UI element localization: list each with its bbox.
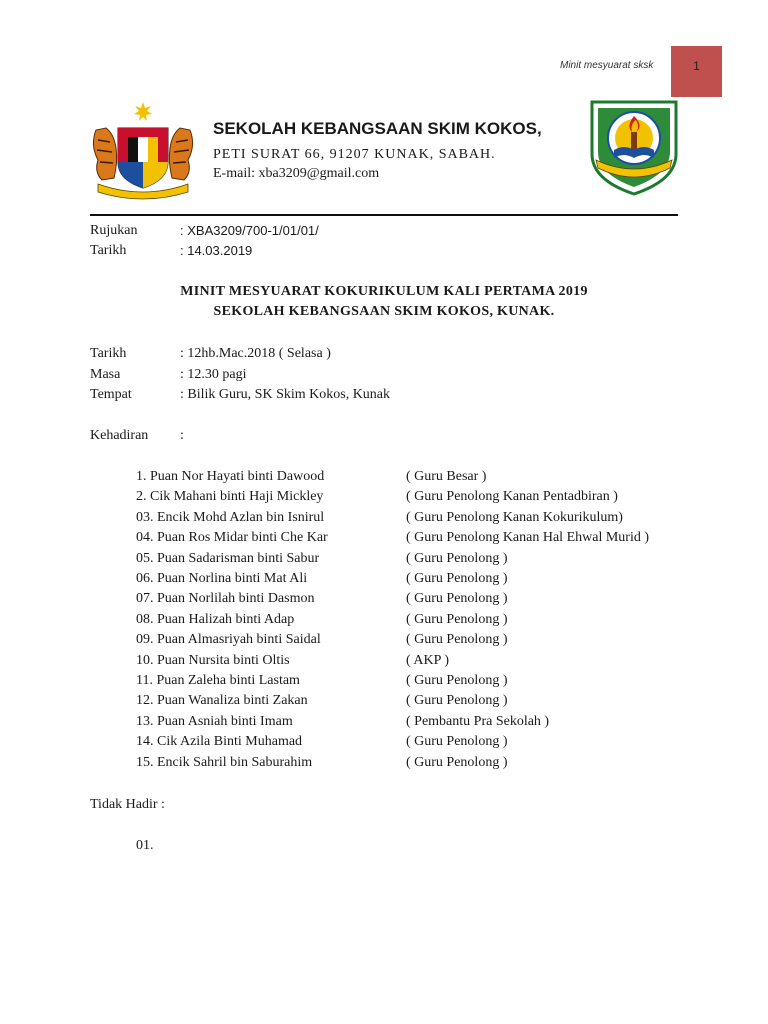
tarikh-surat-value: : 14.03.2019 (180, 243, 253, 258)
meeting-place-value: : Bilik Guru, SK Skim Kokos, Kunak (180, 387, 391, 402)
attendee-name: 08. Puan Halizah binti Adap (136, 611, 295, 627)
meeting-date-value: : 12hb.Mac.2018 ( Selasa ) (180, 346, 331, 361)
absentee-name: 01. (136, 838, 154, 853)
attendee-role: ( Guru Penolong Kanan Kokurikulum) (406, 509, 623, 525)
attendee-name: 2. Cik Mahani binti Haji Mickley (136, 489, 324, 505)
attendee-role: ( Guru Penolong ) (406, 693, 508, 709)
attendee-role: ( Guru Penolong ) (406, 611, 508, 627)
attendee-role: ( Guru Penolong ) (406, 754, 508, 770)
attendee-name: 04. Puan Ros Midar binti Che Kar (136, 530, 328, 546)
meeting-date-label: Tarikh (90, 346, 127, 361)
school-address: PETI SURAT 66, 91207 KUNAK, SABAH. (213, 147, 496, 162)
document-title-line2: SEKOLAH KEBANGSAAN SKIM KOKOS, KUNAK. (213, 304, 555, 319)
attendee-role: ( Guru Penolong ) (406, 550, 508, 566)
tarikh-surat-label: Tarikh (90, 243, 127, 258)
attendee-name: 12. Puan Wanaliza binti Zakan (136, 693, 308, 709)
kehadiran-colon: : (180, 428, 184, 443)
running-title: Minit mesyuarat sksk (560, 60, 654, 71)
attendee-name: 07. Puan Norlilah binti Dasmon (136, 591, 315, 607)
kehadiran-label: Kehadiran (90, 428, 149, 443)
meeting-place-label: Tempat (90, 387, 132, 402)
attendee-name: 05. Puan Sadarisman binti Sabur (136, 550, 320, 566)
attendee-role: ( Guru Penolong ) (406, 673, 508, 688)
attendee-name: 15. Encik Sahril bin Saburahim (136, 754, 313, 770)
attendee-name: 14. Cik Azila Binti Muhamad (136, 734, 303, 750)
attendee-name: 10. Puan Nursita binti Oltis (136, 652, 290, 668)
rujukan-value: : XBA3209/700-1/01/01/ (180, 223, 319, 238)
document-title-line1: MINIT MESYUARAT KOKURIKULUM KALI PERTAMA 2019 (180, 284, 588, 299)
attendee-name: 09. Puan Almasriyah binti Saidal (136, 632, 321, 648)
attendee-role: ( Guru Penolong Kanan Pentadbiran ) (406, 489, 618, 505)
attendee-role: ( Guru Penolong ) (406, 571, 508, 586)
attendee-role: ( Pembantu Pra Sekolah ) (406, 713, 550, 729)
attendee-role: ( Guru Penolong ) (406, 734, 508, 750)
meeting-time-label: Masa (90, 367, 121, 382)
rujukan-label: Rujukan (90, 223, 138, 238)
school-email: E-mail: xba3209@gmail.com (213, 166, 380, 181)
attendee-name: 03. Encik Mohd Azlan bin Isnirul (136, 509, 325, 525)
attendee-role: ( Guru Penolong Kanan Hal Ehwal Murid ) (406, 530, 650, 546)
attendee-name: 11. Puan Zaleha binti Lastam (136, 673, 300, 688)
school-logo-icon (586, 98, 682, 196)
attendee-role: ( AKP ) (406, 652, 450, 668)
attendee-name: 1. Puan Nor Hayati binti Dawood (136, 469, 325, 484)
attendee-name: 13. Puan Asniah binti Imam (136, 713, 293, 729)
letterhead-divider (90, 214, 678, 216)
school-name: SEKOLAH KEBANGSAAN SKIM KOKOS, (213, 119, 542, 138)
attendee-role: ( Guru Penolong ) (406, 632, 508, 648)
meeting-time-value: : 12.30 pagi (180, 367, 247, 382)
tidak-hadir-label: Tidak Hadir : (90, 797, 165, 812)
attendee-role: ( Guru Besar ) (406, 469, 487, 484)
attendee-name: 06. Puan Norlina binti Mat Ali (136, 571, 308, 586)
attendee-role: ( Guru Penolong ) (406, 591, 508, 607)
page-number: 1 (693, 59, 700, 73)
coat-of-arms-icon (88, 100, 198, 200)
